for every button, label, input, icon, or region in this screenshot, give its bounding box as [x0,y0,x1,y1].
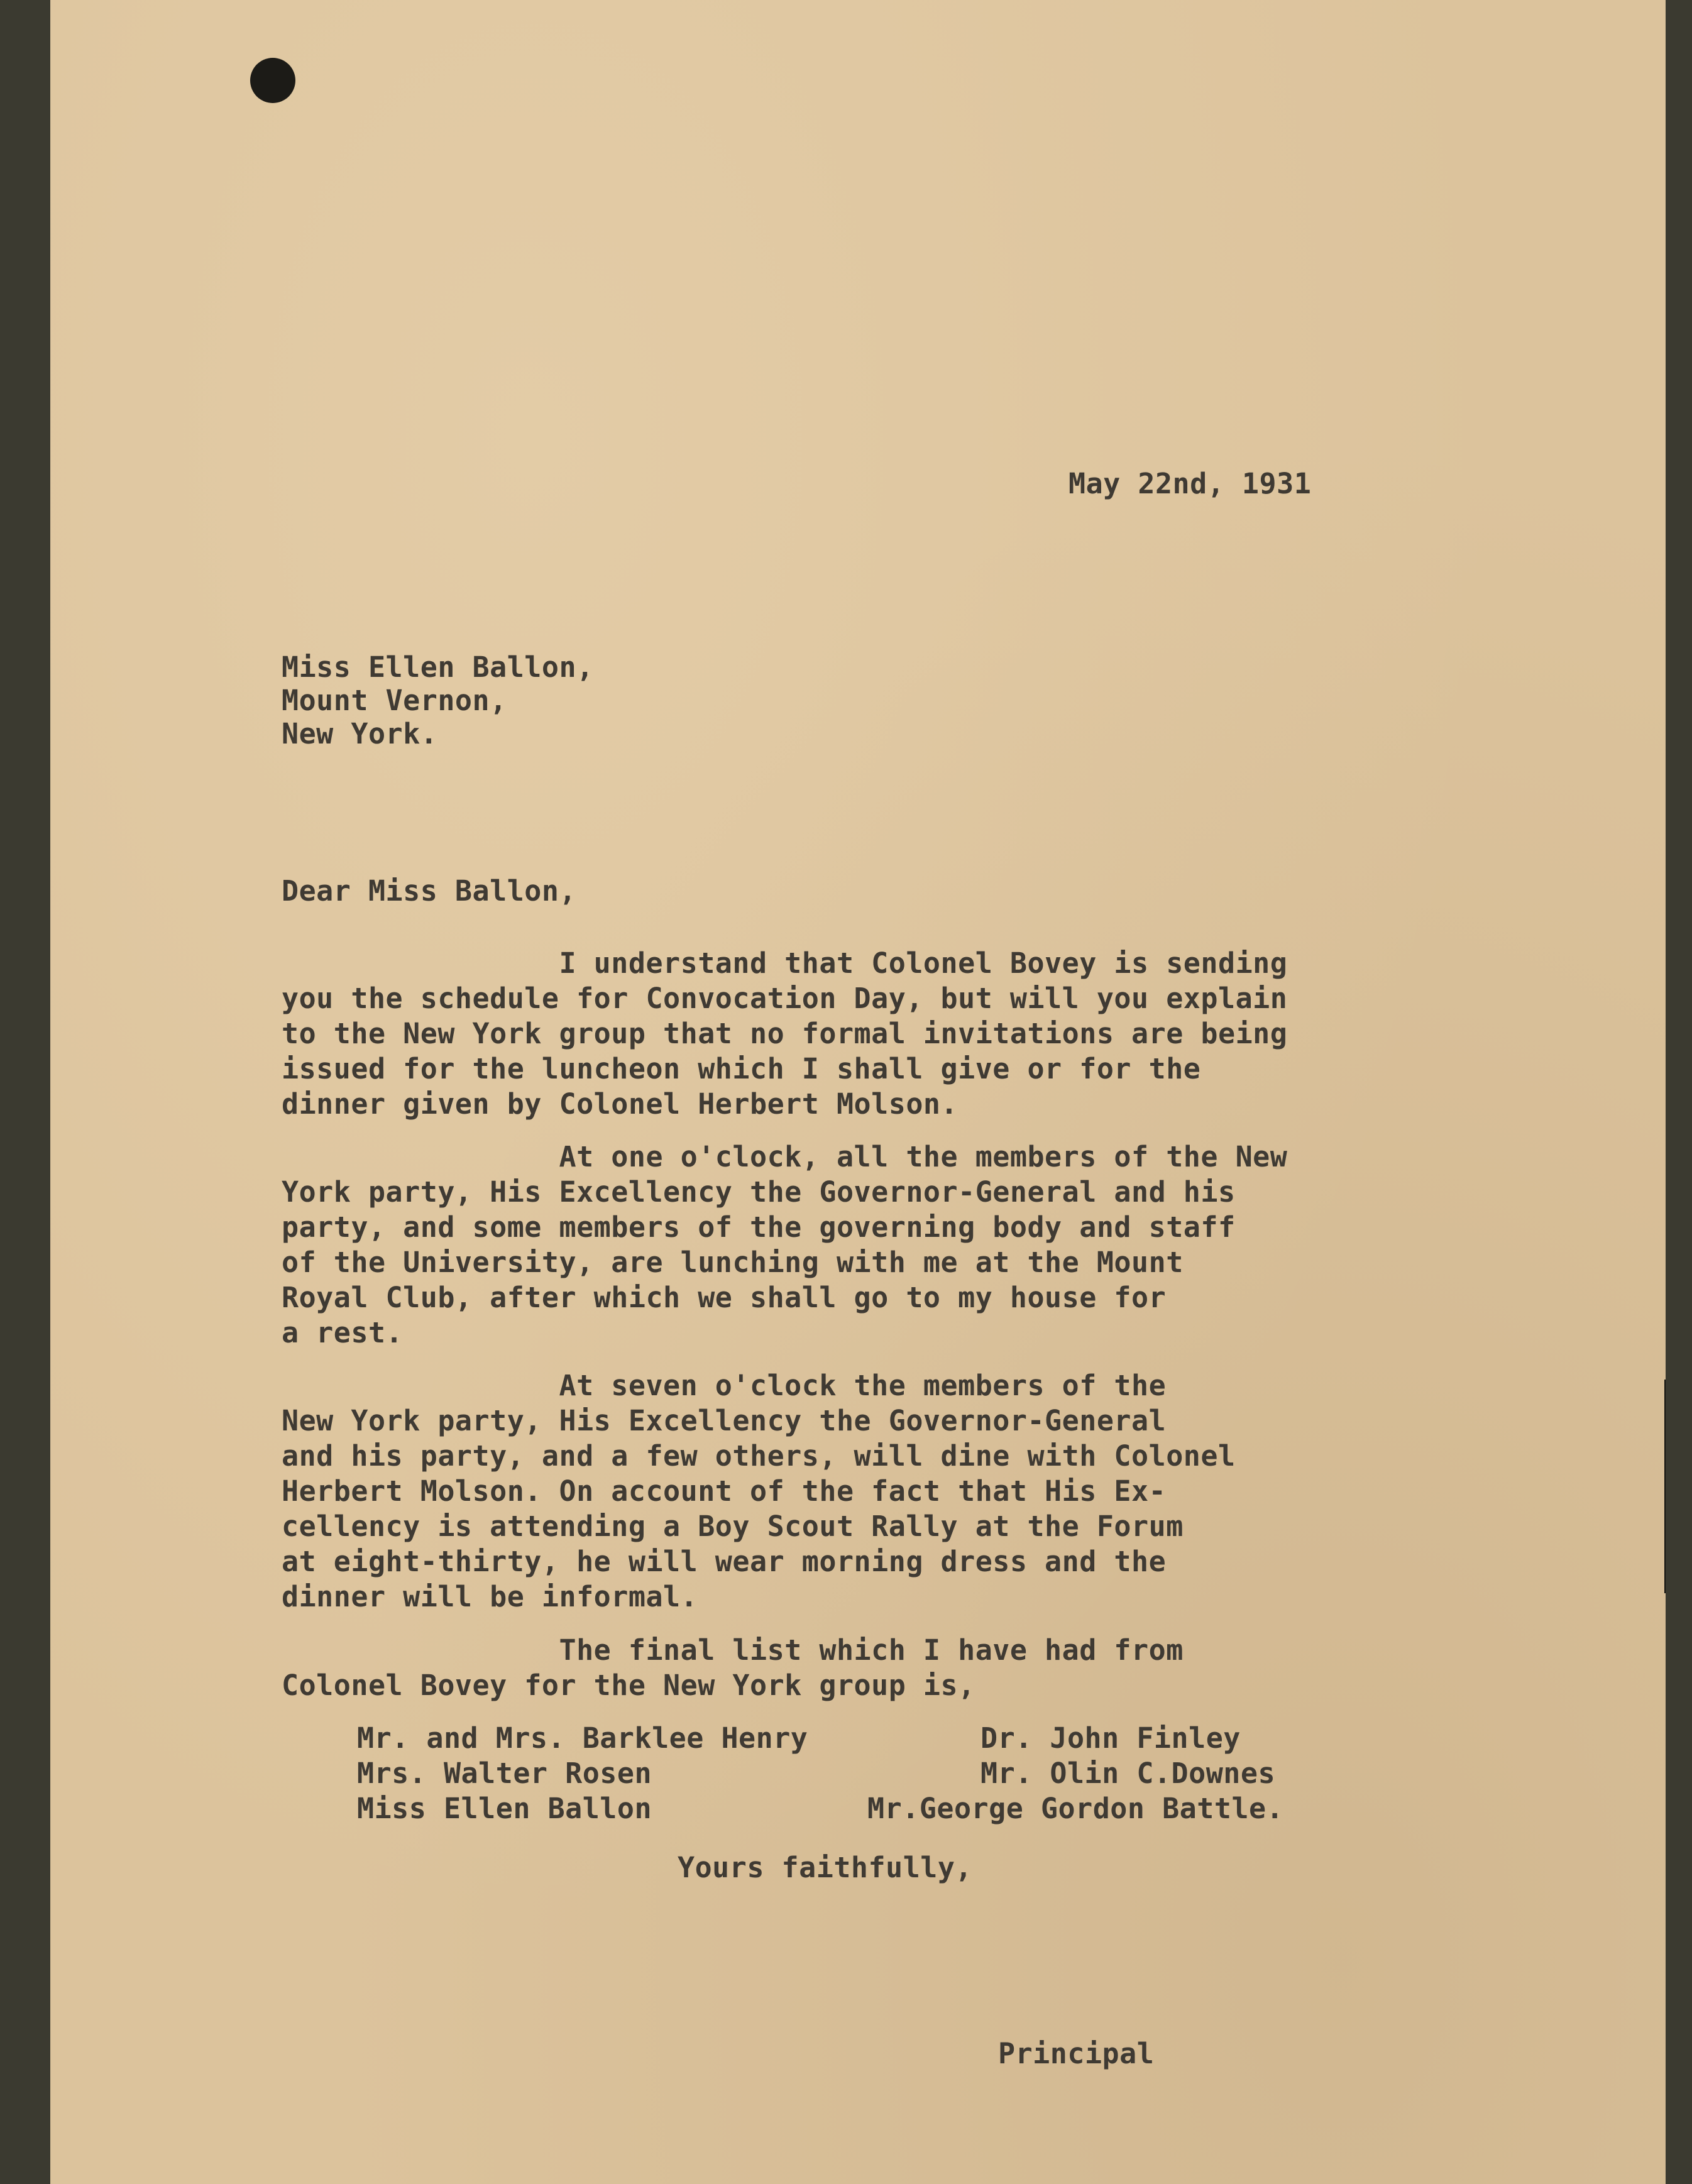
letter-date: May 22nd, 1931 [1068,467,1312,500]
address-line-city: Mount Vernon, [282,684,507,717]
paragraph-2-line-1: At one o'clock, all the members of the New [282,1140,1288,1173]
address-line-state: New York. [282,717,438,750]
paragraph-3-line-2: New York party, His Excellency the Governor-General [282,1404,1167,1437]
paragraph-1-line-3: to the New York group that no formal invitations are being [282,1017,1288,1050]
paragraph-4-line-1: The final list which I have had from [282,1633,1184,1667]
paragraph-1-line-4: issued for the luncheon which I shall give or for the [282,1052,1201,1085]
salutation: Dear Miss Ballon, [282,874,577,908]
guest-left-3: Miss Ellen Ballon [357,1792,652,1825]
paragraph-3-line-3: and his party, and a few others, will dine with Colonel [282,1439,1236,1473]
guest-right-3: Mr.George Gordon Battle. [867,1792,1284,1825]
guest-right-1: Dr. John Finley [981,1721,1241,1755]
paragraph-2-line-4: of the University, are lunching with me at the Mount [282,1246,1184,1279]
punch-hole [250,58,295,103]
closing: Yours faithfully, [678,1851,973,1884]
signature: Principal [998,2037,1155,2070]
paragraph-3-line-5: cellency is attending a Boy Scout Rally at the Forum [282,1510,1184,1543]
paragraph-3-line-1: At seven o'clock the members of the [282,1369,1167,1402]
letter-page [50,0,1666,2184]
address-line-name: Miss Ellen Ballon, [282,650,594,684]
guest-right-2: Mr. Olin C.Downes [981,1757,1276,1790]
paragraph-1-line-2: you the schedule for Convocation Day, but will you explain [282,982,1288,1015]
guest-left-2: Mrs. Walter Rosen [357,1757,652,1790]
paragraph-2-line-2: York party, His Excellency the Governor-General and his [282,1175,1236,1209]
paragraph-1-line-1: I understand that Colonel Bovey is sending [282,947,1288,980]
paragraph-3-line-7: dinner will be informal. [282,1580,698,1613]
paragraph-2-line-3: party, and some members of the governing body and staff [282,1210,1236,1244]
paragraph-3-line-6: at eight-thirty, he will wear morning dress and the [282,1545,1167,1578]
paragraph-4-line-2: Colonel Bovey for the New York group is, [282,1669,975,1702]
guest-left-1: Mr. and Mrs. Barklee Henry [357,1721,808,1755]
paragraph-1-line-5: dinner given by Colonel Herbert Molson. [282,1087,959,1121]
paragraph-3-line-4: Herbert Molson. On account of the fact that His Ex- [282,1474,1167,1508]
paragraph-2-line-5: Royal Club, after which we shall go to my house for [282,1281,1167,1314]
page-edge-tab [1664,1380,1666,1593]
paragraph-2-line-6: a rest. [282,1316,404,1349]
